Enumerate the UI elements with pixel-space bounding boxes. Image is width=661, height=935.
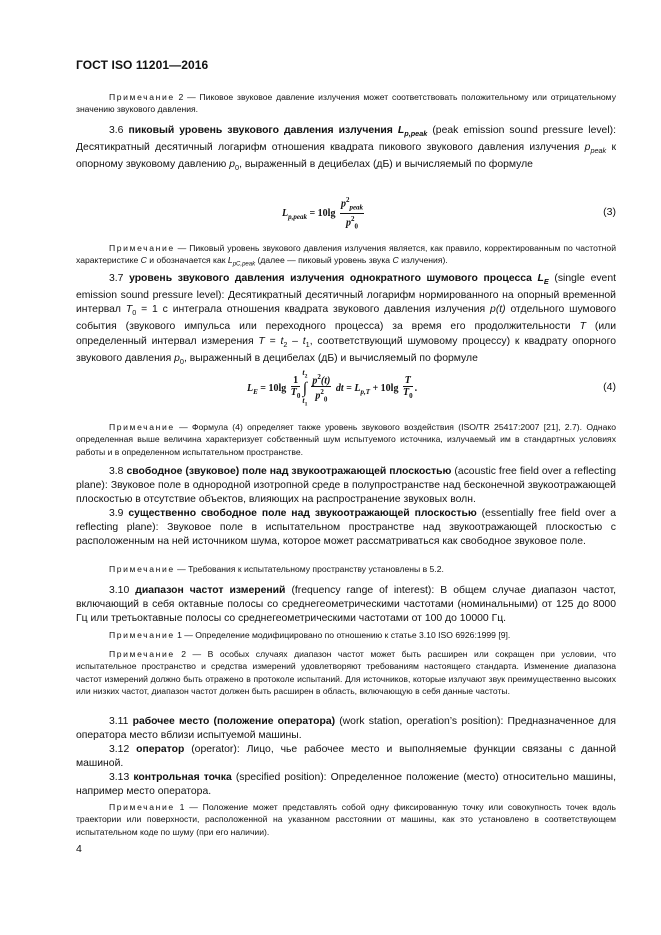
clause-3-13: 3.13 контрольная точка (specified position): Определенное положение (место) относительно машины, например место оператора. (76, 772, 616, 798)
note-test-space: Примечание — Требования к испытательному пространству установлены в 5.2. (109, 564, 444, 574)
page-number: 4 (76, 843, 82, 855)
note-frequency-2: Примечание 2 — В особых случаях диапазон частот может быть расширен или сокращен при условии, что испытательное пространство и средства измерений удовлетворяют требованиям настоящего стандарта. Изменение диапазона частот измерений должно быть отражено в протоколе испытаний. Для источников, которые излучают звук преимущественно высоких или низких частот, диапазон частот должен быть расширен в область, включающую в себя данные частоты. (76, 649, 616, 696)
formula-4: $L_E = 10\lg$ $\frac{1}{T_0}$ $t_2$ ∫ $t_1$ $\frac{p^2(t)}{p^2_0}$ dt = $L_{p,T} + 10\lg$ $\frac{T}{T_0}$ . (247, 368, 418, 408)
note-peak-pressure: Примечание 2 — Пиковое звуковое давление излучения может соответствовать положительному или отрицательному значению звукового давления. (76, 92, 616, 115)
formula-4-number: (4) (603, 381, 616, 393)
clause-3-9: 3.9 существенно свободное поле над звукоотражающей плоскостью (essentially free field over a reflecting plane): Звуковое поле в испытательном пространстве над звукоотражающей плоскостью с расположенным на ней источником шума, которое может рассматриваться как свободное звуковое поле. (76, 508, 616, 548)
note-frequency-1: Примечание 1 — Определение модифицировано по отношению к статье 3.10 ISO 6926:1999 [9]. (109, 630, 511, 640)
clause-3-10: 3.10 диапазон частот измерений (frequency range of interest): В общем случае диапазон частот, включающий в себя октавные полосы со среднегеометрическими частотами (номинальными) от 125 до 8000 Гц или третьоктавные полосы со среднегеометрическими частотами от 100 до 10000 Гц. (76, 585, 616, 625)
clause-3-8: 3.8 свободное (звуковое) поле над звукоотражающей плоскостью (acoustic free field over a reflecting plane): Звуковое поле в однородной изотропной среде в полупространстве над бесконечной звукоотражающей плоскостью в отсутствие объектов, влияющих на распространение звуковых волн. (76, 466, 616, 506)
note-position: Примечание 1 — Положение может представлять собой одну фиксированную точку или совокупность точек вдоль траектории или поверхности, расположенной на указанном расстоянии от машины, как это установлено в соответствующем испытательном коде по шуму (при его наличии). (76, 802, 616, 837)
note-formula-4: Примечание — Формула (4) определяет также уровень звукового воздействия (ISO/TR 25417:2007 [21], 2.7). Однако определенная выше величина характеризует собственный шум испытуемого источника, излучаемый им в стандартных условиях работы и в определенном испытательном пространстве. (76, 422, 616, 457)
clause-3-6: 3.6 пиковый уровень звукового давления излучения $L_{p,peak}$ (peak emission sound pressure level): Десятикратный десятичный логарифм отношения квадрата пикового звукового давления излучения $p_{peak}$ к опорному звуковому давлению $p_0$, выраженный в децибелах (дБ) и вычисляемый по формуле (76, 125, 616, 173)
document-header: ГОСТ ISO 11201—2016 (76, 58, 209, 72)
formula-3: $L_{p,peak} = 10\lg$ $\frac{p^2_{peak}}{p^2_0}$ (282, 196, 364, 231)
clause-3-7: 3.7 уровень звукового давления излучения однократного шумового процесса $L_E$ (single event emission sound pressure level): Десятикратный десятичный логарифм нормированного на опорный временной интервал $T_0 = 1$ с интеграла отношения квадрата звукового давления излучения p(t) отдельного шумового события (звукового импульса или переходного процесса) за время его продолжительности T (или определенный интервал измерения $T = t_2 - t_1$, соответствующий шумовому процессу) к квадрату опорного звукового давления $p_0$, выраженный в децибелах (дБ) и вычисляемый по формуле (76, 273, 617, 366)
formula-3-number: (3) (603, 206, 616, 218)
clause-3-11: 3.11 рабочее место (положение оператора) (work station, operation’s position): Предназначенное для оператора место вблизи испытуемой машины. (76, 716, 616, 742)
note-peak-level: Примечание — Пиковый уровень звукового давления излучения является, как правило, корректированным по частотной характеристике C и обозначается как $L_{pC,peak}$ (далее — пиковый уровень звука C излучения). (76, 243, 616, 269)
clause-3-12: 3.12 оператор (operator): Лицо, чье рабочее место и выполняемые функции связаны с данной машиной. (76, 744, 616, 770)
